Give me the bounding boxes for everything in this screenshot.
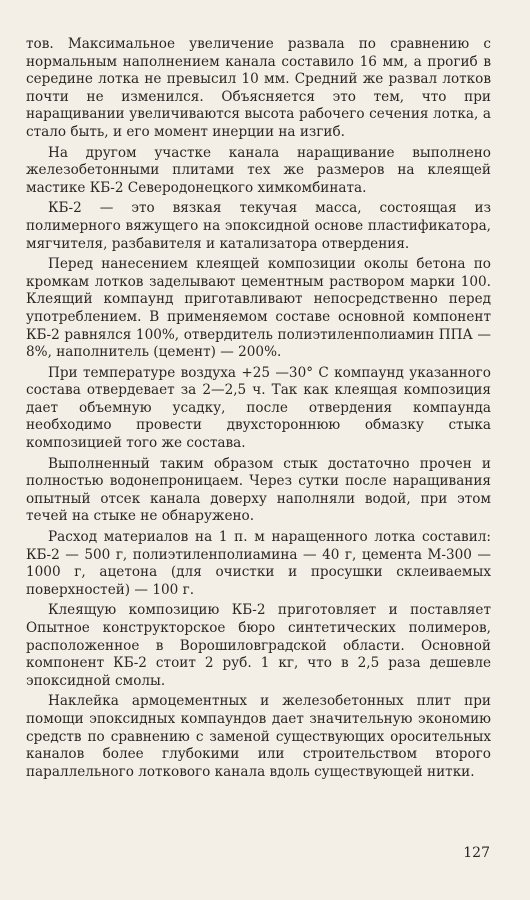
paragraph-2: На другом участке канала наращивание выполнено железобетонными плитами тех же размеров на клеящей мастике КБ-2 Северодонецкого химкомбината.	[26, 144, 491, 196]
paragraph-4: Перед нанесением клеящей композиции околы бетона по кромкам лотков заделывают цементным раствором марки 100. Клеящий компаунд приготавливают непосредственно перед употреблением. В применяемом составе основной компонент КБ-2 равнялся 100%, отвердитель полиэтиленполиамин ППА — 8%, наполнитель (цемент) — 200%.	[26, 256, 491, 361]
paragraph-1: тов. Максимальное увеличение развала по сравнению с нормальным наполнением канала составило 16 мм, а прогиб в середине лотка не превысил 10 мм. Средний же развал лотков почти не изменился. Объясняется это тем, что при наращивании увеличиваются высота рабочего сечения лотка, а стало быть, и его момент инерции на изгиб.	[26, 36, 491, 140]
paragraph-8: Клеящую композицию КБ-2 приготовляет и поставляет Опытное конструкторское бюро синтетических полимеров, расположенное в Ворошиловградской области. Основной компонент КБ-2 стоит 2 руб. 1 кг, что в 2,5 раза дешевле эпоксидной смолы.	[26, 602, 491, 689]
paragraph-9: Наклейка армоцементных и железобетонных плит при помощи эпоксидных компаундов дает значительную экономию средств по сравнению с заменой существующих оросительных каналов более глубокими или строительством второго параллельного лоткового канала вдоль существующей нитки.	[26, 693, 491, 780]
paragraph-7: Расход материалов на 1 п. м наращенного лотка составил: КБ-2 — 500 г, полиэтиленполиамина — 40 г, цемента М-300 — 1000 г, ацетона (для очистки и просушки склеиваемых поверхностей) — 100 г.	[26, 529, 491, 598]
paragraph-6: Выполненный таким образом стык достаточно прочен и полностью водонепроницаем. Через сутки после наращивания опытный отсек канала доверху наполняли водой, при этом течей на стыке не обнаружено.	[26, 455, 491, 525]
paragraph-3: КБ-2 — это вязкая текучая масса, состоящая из полимерного вяжущего на эпоксидной основе пластификатора, мягчителя, разбавителя и катализатора отвердения.	[26, 200, 491, 252]
page-body	[26, 36, 491, 784]
paragraph-5: При температуре воздуха +25 —30° С компаунд указанного состава отвердевает за 2—2,5 ч. Так как клеящая композиция дает объемную усадку, после отвердения компаунда необходимо провести двухстороннюю обмазку стыка композицией того же состава.	[26, 364, 491, 452]
page-number: 127	[463, 845, 490, 861]
